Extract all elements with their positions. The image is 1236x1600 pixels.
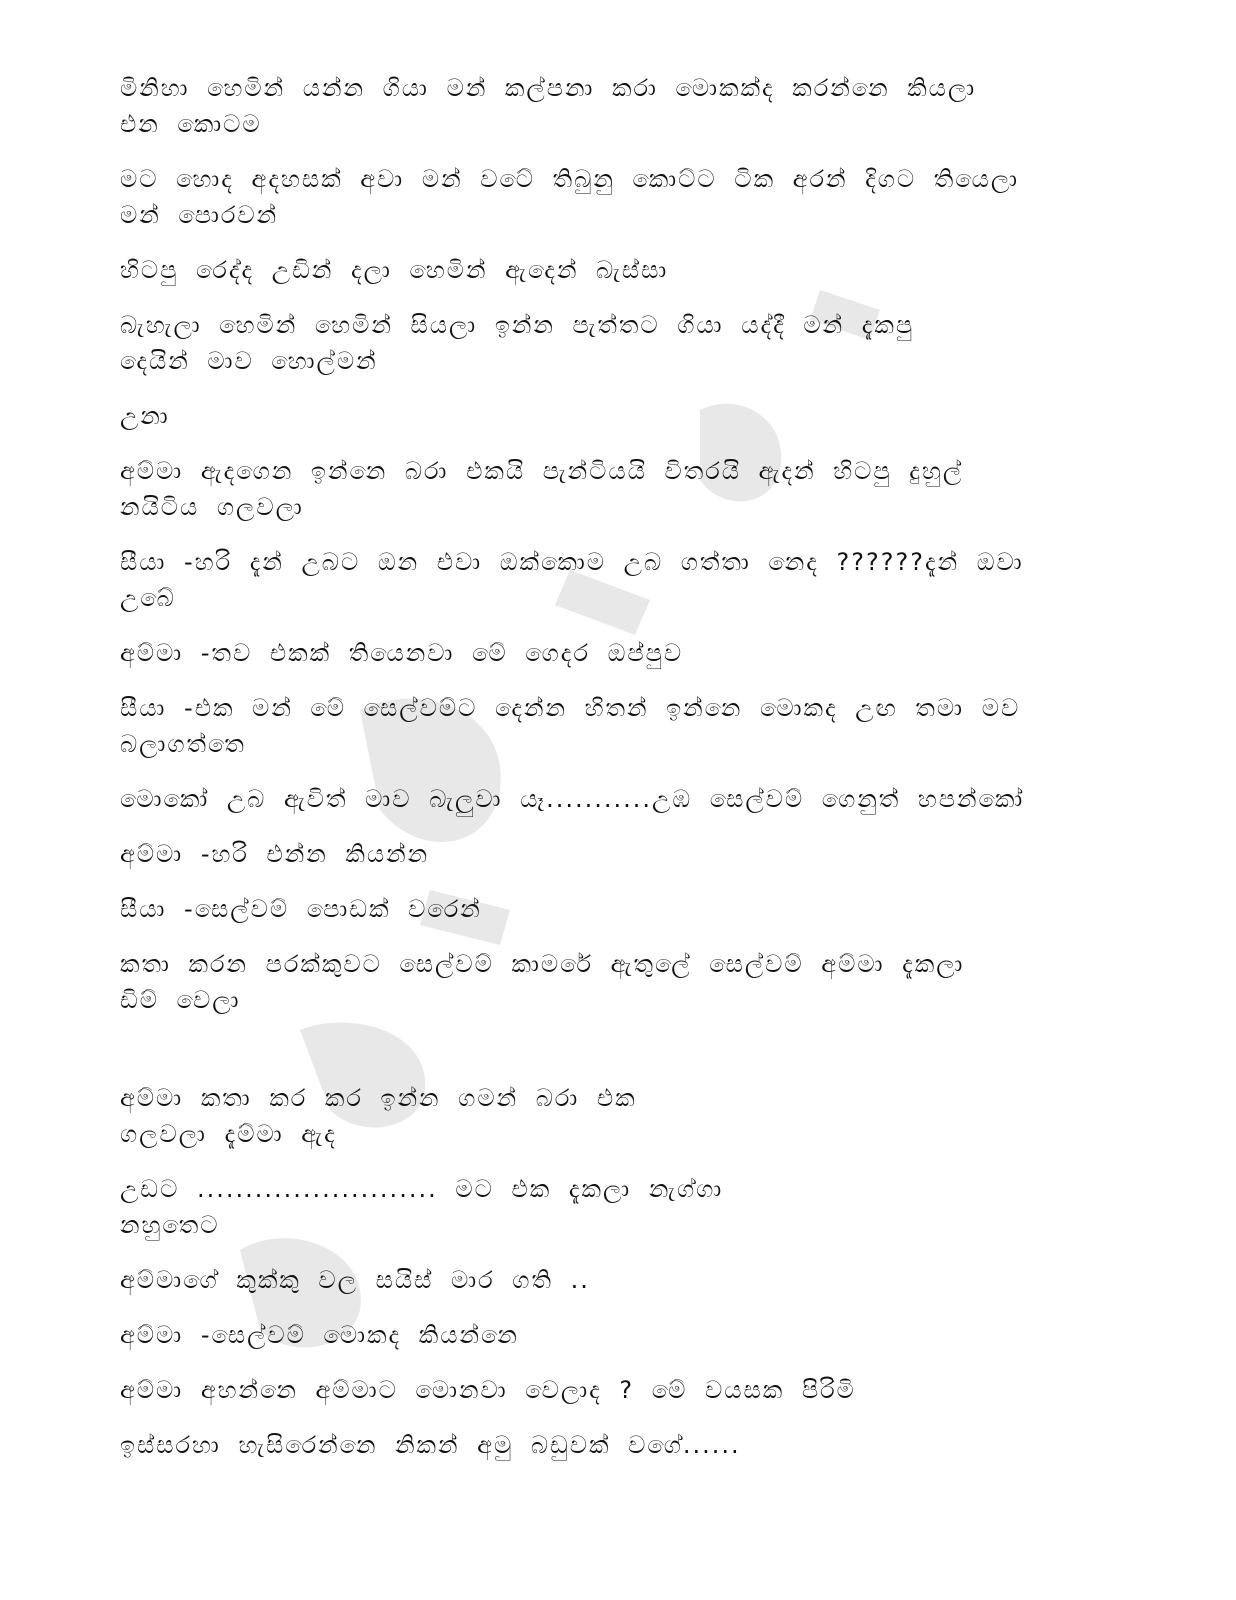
paragraph (120, 544, 1100, 616)
text-line: සීයා -සෙල්වම් පොඩක් වරෙන් (120, 895, 482, 923)
paragraph (120, 1317, 1100, 1353)
text-line: අම්මා -තව එකක් තියෙනවා මේ ගෙදර ඔප්පුව (120, 639, 684, 667)
text-line: ඩිම් වෙලා (120, 986, 241, 1014)
paragraph (120, 1171, 1100, 1243)
text-line: අම්මා -හරි එන්න කියන්න (120, 840, 430, 868)
paragraph (120, 781, 1100, 817)
text-line: මිනිහා හෙමින් යන්න ගියා මන් කල්පනා කරා මොකක්ද කරන්නෙ කියලා (120, 74, 977, 102)
paragraph (120, 836, 1100, 872)
text-line: නයිටිය ගලවලා (120, 493, 304, 521)
paragraph (120, 1372, 1100, 1408)
text-line: කතා කරන පරක්කුවට සෙල්වම් කාමරේ ඇතුලේ සෙල්වම් අම්මා දැකලා (120, 950, 965, 978)
text-line: උබේ (120, 584, 176, 612)
story-text (120, 70, 1100, 1482)
text-line: ගලවලා දැම්මා ඇද (120, 1120, 337, 1148)
text-line: බලාගත්තෙ (120, 730, 246, 758)
text-line: මොකෝ උබ ඇවිත් මාව බැලුවා යෑ...........උඹ සෙල්වම් ගෙනුත් හපන්කෝ (120, 785, 1025, 813)
paragraph (120, 1427, 1100, 1463)
text-line: එන කොටම (120, 110, 262, 138)
paragraph (120, 398, 1100, 434)
text-line: අම්මා ඇදගෙන ඉන්නෙ බරා එකයි පැන්ටියයි විතරයි ඇදන් හිටපු දුහුල් (120, 457, 964, 485)
paragraph (120, 161, 1100, 233)
paragraph (120, 70, 1100, 142)
text-line: නහුතෙට (120, 1211, 220, 1239)
paragraph (120, 891, 1100, 927)
paragraph (120, 307, 1100, 379)
paragraph (120, 252, 1100, 288)
paragraph (120, 690, 1100, 762)
text-line: අම්මා අහන්නෙ අම්මාට මොනවා වෙලාද ? මේ වයසක පිරිමි (120, 1376, 856, 1404)
text-line: අම්මා -සෙල්වම් මොකද කියන්නෙ (120, 1321, 519, 1349)
paragraph (120, 946, 1100, 1018)
text-line: මන් පොරවන් (120, 201, 279, 229)
text-line: ඉස්සරහා හැසිරෙන්නෙ නිකන් අමු බඩුවක් වගේ...... (120, 1431, 741, 1459)
text-line: සීයා -හරි දැන් උබට ඔන එවා ඔක්කොම උබ ගත්තා නෙද ??????දැන් ඔවා (120, 548, 1024, 576)
text-line: හිටපු රෙද්ද උඩින් දලා හෙමින් ඇදෙන් බැස්සා (120, 256, 669, 284)
paragraph (120, 1262, 1100, 1298)
text-line: උඩට ......................... මට එක දැකලා නැග්ගා (120, 1175, 724, 1203)
paragraph (120, 1080, 1100, 1152)
text-line: මට හොද අදහසක් අවා මන් වටේ තිබුනු කොට්ට ටික අරන් දිගට තියෙලා (120, 165, 1020, 193)
paragraph (120, 453, 1100, 525)
text-line: සීයා -එක මන් මේ සෙල්වම්ට දෙන්න හිතන් ඉන්නෙ මොකද උඟ තමා මව (120, 694, 1021, 722)
text-line: උනා (120, 402, 170, 430)
text-line: දෙයින් මාව හොල්මන් (120, 347, 378, 375)
paragraph (120, 635, 1100, 671)
text-line: අම්මා කතා කර කර ඉන්න ගමන් බරා එක (120, 1084, 637, 1112)
text-line: අම්මාගේ කුක්කු වල සයිස් මාර ගති .. (120, 1266, 590, 1294)
text-line: බැහැලා හෙමින් හෙමින් සියලා ඉන්න පැත්තට ගියා යද්දී මන් දැකපු (120, 311, 915, 339)
